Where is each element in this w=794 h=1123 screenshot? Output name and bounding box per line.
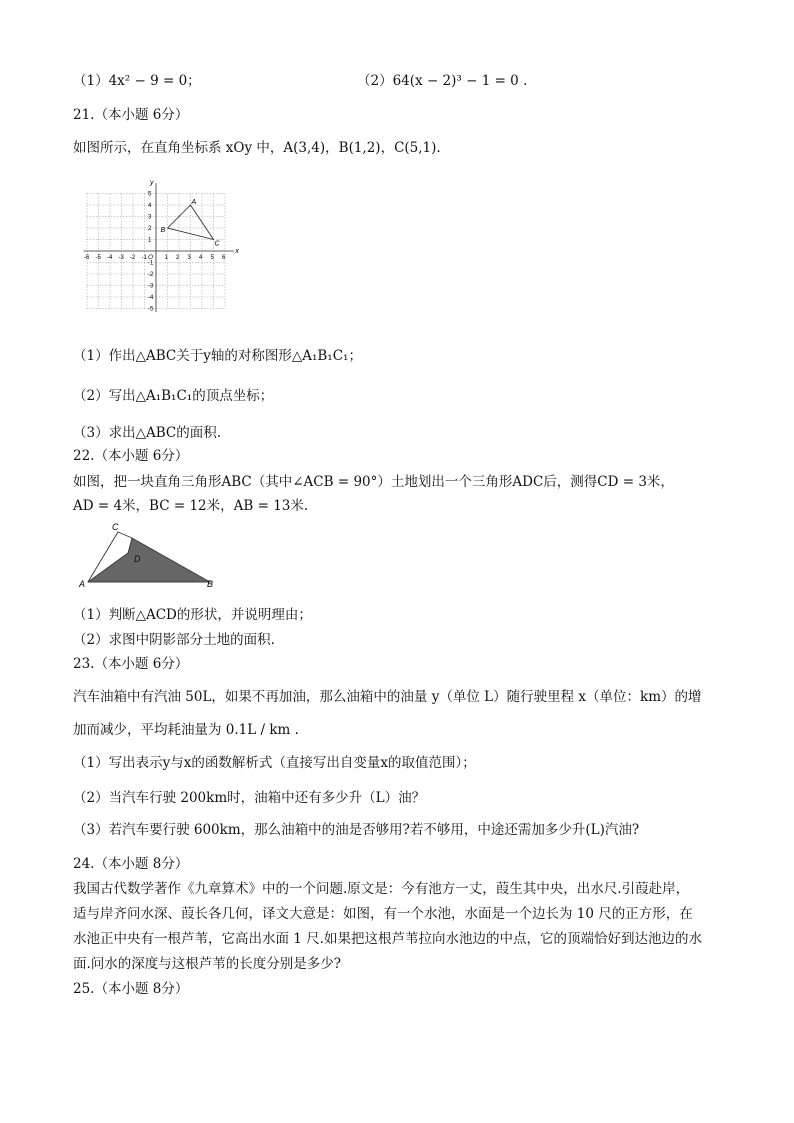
x-tick-label: -3 bbox=[118, 255, 124, 261]
problem-24-line-1: 我国古代数学著作《九章算术》中的一个问题.原文是：今有池方一丈，葭生其中央，出水尺.引葭赴岸， bbox=[73, 881, 690, 897]
x-tick-label: 4 bbox=[199, 255, 203, 261]
x-tick-label: 6 bbox=[222, 255, 226, 261]
y-tick-label: 2 bbox=[148, 226, 152, 232]
problem-23-text-1: 汽车油箱中有汽油 50L，如果不再加油，那么油箱中的油量 y（单位 L）随行驶里程 x（单位：km）的增 bbox=[73, 689, 702, 705]
problem-23-q3: （3）若汽车要行驶 600km，那么油箱中的油是否够用?若不够用，中途还需加多少升(L)汽油? bbox=[73, 822, 640, 838]
y-tick-label: 5 bbox=[148, 191, 152, 198]
problem-21-intro: 如图所示，在直角坐标系 xOy 中，A(3,4)，B(1,2)，C(5,1). bbox=[73, 140, 441, 156]
label-a: A bbox=[79, 579, 86, 589]
y-tick-label: -4 bbox=[148, 295, 154, 301]
problem-21-q1: （1）作出△ABC关于y轴的对称图形△A₁B₁C₁； bbox=[73, 348, 362, 364]
x-tick-label: 2 bbox=[176, 255, 180, 261]
problem-22-q1: （1）判断△ACD的形状，并说明理由； bbox=[73, 607, 312, 623]
problem-23-q2: （2）当汽车行驶 200km时，油箱中还有多少升（L）油？ bbox=[73, 790, 426, 806]
point-label-c: C bbox=[214, 240, 220, 248]
x-tick-label: 5 bbox=[210, 255, 214, 261]
origin-label: O bbox=[148, 254, 154, 261]
x-tick-label: -1 bbox=[141, 255, 147, 261]
x-tick-label: 3 bbox=[187, 255, 191, 261]
y-tick-label: -2 bbox=[148, 272, 154, 278]
y-tick-label: 4 bbox=[148, 203, 152, 209]
problem-23-text-2: 加而减少，平均耗油量为 0.1L / km . bbox=[73, 722, 299, 738]
problem-24-line-2: 适与岸齐问水深、葭长各几何，译文大意是：如图，有一个水池，水面是一个边长为 10 尺的正方形，在 bbox=[73, 906, 693, 922]
x-tick-label: 1 bbox=[164, 255, 168, 261]
triangle-abc-outline bbox=[168, 205, 214, 240]
coordinate-grid-figure bbox=[76, 179, 239, 320]
problem-21-header: 21.（本小题 6分） bbox=[73, 107, 189, 123]
y-axis-label: y bbox=[150, 179, 154, 187]
label-d: D bbox=[134, 554, 141, 564]
point-label-a: A bbox=[191, 199, 197, 206]
right-triangle-figure bbox=[76, 520, 216, 590]
problem-22-q2: （2）求图中阴影部分土地的面积. bbox=[73, 632, 275, 648]
y-tick-label: 3 bbox=[148, 214, 152, 221]
problem-21-q3: （3）求出△ABC的面积. bbox=[73, 425, 222, 441]
problem-22-text-1: 如图，把一块直角三角形ABC（其中∠ACB = 90°）土地划出一个三角形ADC后，测得CD = 3米， bbox=[73, 474, 674, 490]
y-tick-label: -1 bbox=[148, 260, 154, 267]
x-tick-label: -6 bbox=[84, 255, 90, 261]
problem-24-line-4: 面.问水的深度与这根芦苇的长度分别是多少? bbox=[73, 956, 342, 972]
problem-21-q2: （2）写出△A₁B₁C₁的顶点坐标； bbox=[73, 388, 274, 404]
problem-23-q1: （1）写出表示y与x的函数解析式（直接写出自变量x的取值范围）； bbox=[73, 755, 476, 771]
point-label-b: B bbox=[160, 227, 166, 234]
x-axis-label: x bbox=[235, 248, 239, 255]
x-tick-label: -5 bbox=[95, 255, 101, 261]
y-tick-label: 1 bbox=[148, 237, 152, 244]
y-tick-label: -5 bbox=[148, 306, 154, 313]
equation-1: （1）4x² − 9 = 0； bbox=[73, 73, 201, 89]
problem-24-line-3: 水池正中央有一根芦苇，它高出水面 1 尺.如果把这根芦苇拉向水池边的中点，它的顶端恰好到达池边的水 bbox=[73, 931, 702, 947]
problem-22-header: 22.（本小题 6分） bbox=[73, 448, 189, 464]
equation-2: （2）64(x − 2)³ − 1 = 0 . bbox=[357, 73, 528, 89]
y-tick-label: -3 bbox=[148, 283, 154, 290]
problem-25-header: 25.（本小题 8分） bbox=[73, 981, 189, 997]
problem-24-header: 24.（本小题 8分） bbox=[73, 856, 189, 872]
x-tick-label: -4 bbox=[107, 255, 113, 261]
tick-labels bbox=[84, 192, 226, 313]
problem-23-header: 23.（本小题 6分） bbox=[73, 656, 189, 672]
label-b: B bbox=[207, 579, 214, 589]
x-tick-label: -2 bbox=[130, 255, 136, 261]
problem-22-text-2: AD = 4米，BC = 12米，AB = 13米. bbox=[73, 498, 309, 514]
label-c: C bbox=[112, 522, 119, 532]
